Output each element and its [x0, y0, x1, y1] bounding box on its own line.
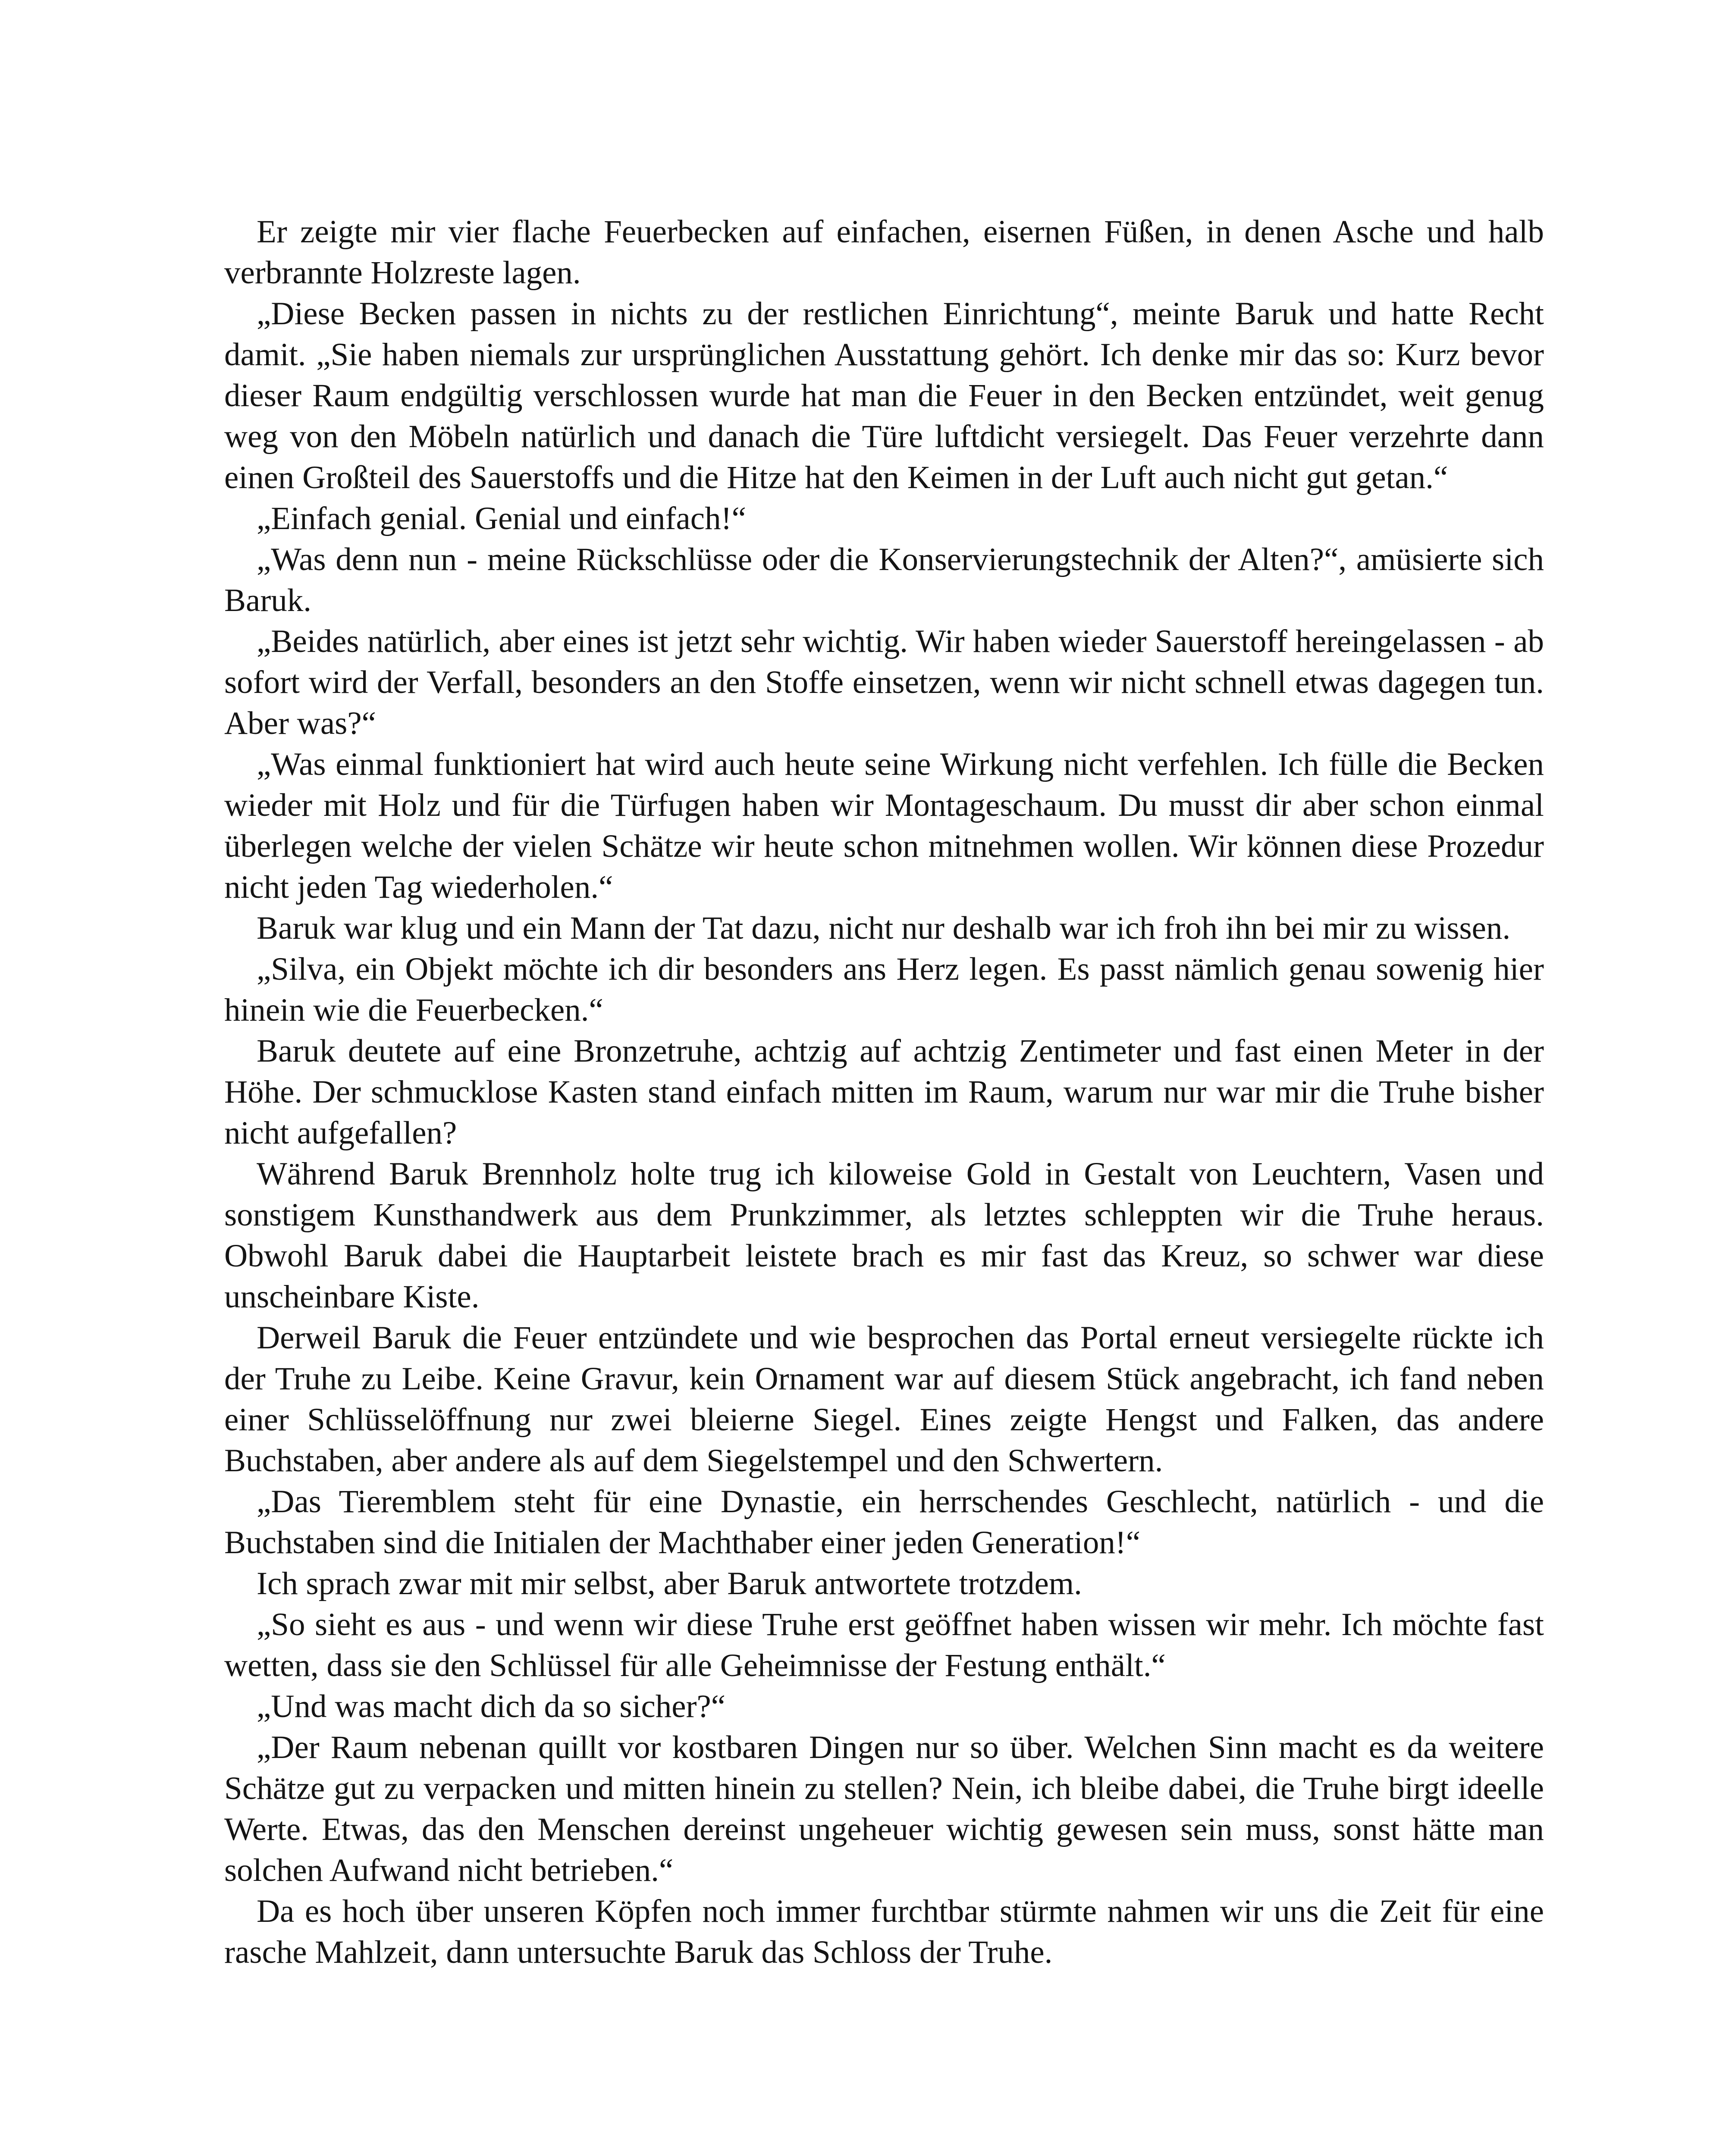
paragraph: „Und was macht dich da so sicher?“ — [257, 1689, 726, 1724]
paragraph: „Das Tieremblem steht für eine Dynastie, ein herrschendes Geschlecht, natürlich - und die Buchstaben sind die Initialen der Machthaber einer jeden Generation!“ — [224, 1484, 1544, 1561]
paragraph: Während Baruk Brennholz holte trug ich kiloweise Gold in Gestalt von Leuchtern, Vasen und sonstigem Kunsthandwerk aus dem Prunkzimmer, als letztes schleppten wir die Truhe heraus. Obwohl Baruk dabei die Hauptarbeit leistete brach es mir fast das Kreuz, so schwer war diese unscheinbare Kiste. — [224, 1156, 1544, 1315]
paragraph: Da es hoch über unseren Köpfen noch immer furchtbar stürmte nahmen wir uns die Zeit für eine rasche Mahlzeit, dann untersuchte Baruk das Schloss der Truhe. — [224, 1893, 1544, 1970]
paragraph: „Der Raum nebenan quillt vor kostbaren Dingen nur so über. Welchen Sinn macht es da weitere Schätze gut zu verpacken und mitten hinein zu stellen? Nein, ich bleibe dabei, die Truhe birgt ideelle Werte. Etwas, das den Menschen dereinst ungeheuer wichtig gewesen sein muss, sonst hätte man solchen Aufwand nicht betrieben.“ — [224, 1730, 1544, 1888]
paragraph: „Einfach genial. Genial und einfach!“ — [257, 501, 746, 536]
paragraph: „Was einmal funktioniert hat wird auch heute seine Wirkung nicht verfehlen. Ich fülle die Becken wieder mit Holz und für die Türfugen haben wir Montageschaum. Du musst dir aber schon einmal überlegen welche der vielen Schätze wir heute schon mitnehmen wollen. Wir können diese Prozedur nicht jeden Tag wiederholen.“ — [224, 746, 1544, 905]
paragraph: Baruk war klug und ein Mann der Tat dazu, nicht nur deshalb war ich froh ihn bei mir zu wissen. — [257, 910, 1511, 946]
paragraph: „Beides natürlich, aber eines ist jetzt sehr wichtig. Wir haben wieder Sauerstoff hereingelassen - ab sofort wird der Verfall, besonders an den Stoffe einsetzen, wenn wir nicht schnell etwas dagegen tun. Aber was?“ — [224, 624, 1544, 741]
paragraph: „Was denn nun - meine Rückschlüsse oder die Konservierungstechnik der Alten?“, amüsierte sich Baruk. — [224, 542, 1544, 618]
paragraph: „Silva, ein Objekt möchte ich dir besonders ans Herz legen. Es passt nämlich genau sowenig hier hinein wie die Feuerbecken.“ — [224, 951, 1544, 1028]
paragraph: Derweil Baruk die Feuer entzündete und wie besprochen das Portal erneut versiegelte rückte ich der Truhe zu Leibe. Keine Gravur, kein Ornament war auf diesem Stück angebracht, ich fand neben einer Schlüsselöffnung nur zwei bleierne Siegel. Eines zeigte Hengst und Falken, das andere Buchstaben, aber andere als auf dem Siegelstempel und den Schwertern. — [224, 1320, 1544, 1479]
paragraph: Baruk deutete auf eine Bronzetruhe, achtzig auf achtzig Zentimeter und fast einen Meter in der Höhe. Der schmucklose Kasten stand einfach mitten im Raum, warum nur war mir die Truhe bisher nicht aufgefallen? — [224, 1033, 1544, 1151]
paragraph: „So sieht es aus - und wenn wir diese Truhe erst geöffnet haben wissen wir mehr. Ich möchte fast wetten, dass sie den Schlüssel für alle Geheimnisse der Festung enthält.“ — [224, 1607, 1544, 1683]
paragraph: Er zeigte mir vier flache Feuerbecken auf einfachen, eisernen Füßen, in denen Asche und halb verbrannte Holzreste lagen. — [224, 214, 1544, 291]
paragraph: Ich sprach zwar mit mir selbst, aber Baruk antwortete trotzdem. — [257, 1566, 1082, 1601]
paragraph: „Diese Becken passen in nichts zu der restlichen Einrichtung“, meinte Baruk und hatte Recht damit. „Sie haben niemals zur ursprünglichen Ausstattung gehört. Ich denke mir das so: Kurz bevor dieser Raum endgültig verschlossen wurde hat man die Feuer in den Becken entzündet, weit genug weg von den Möbeln natürlich und danach die Türe luftdicht versiegelt. Das Feuer verzehrte dann einen Großteil des Sauerstoffs und die Hitze hat den Keimen in der Luft auch nicht gut getan.“ — [224, 296, 1544, 495]
body-text — [224, 211, 1544, 1973]
